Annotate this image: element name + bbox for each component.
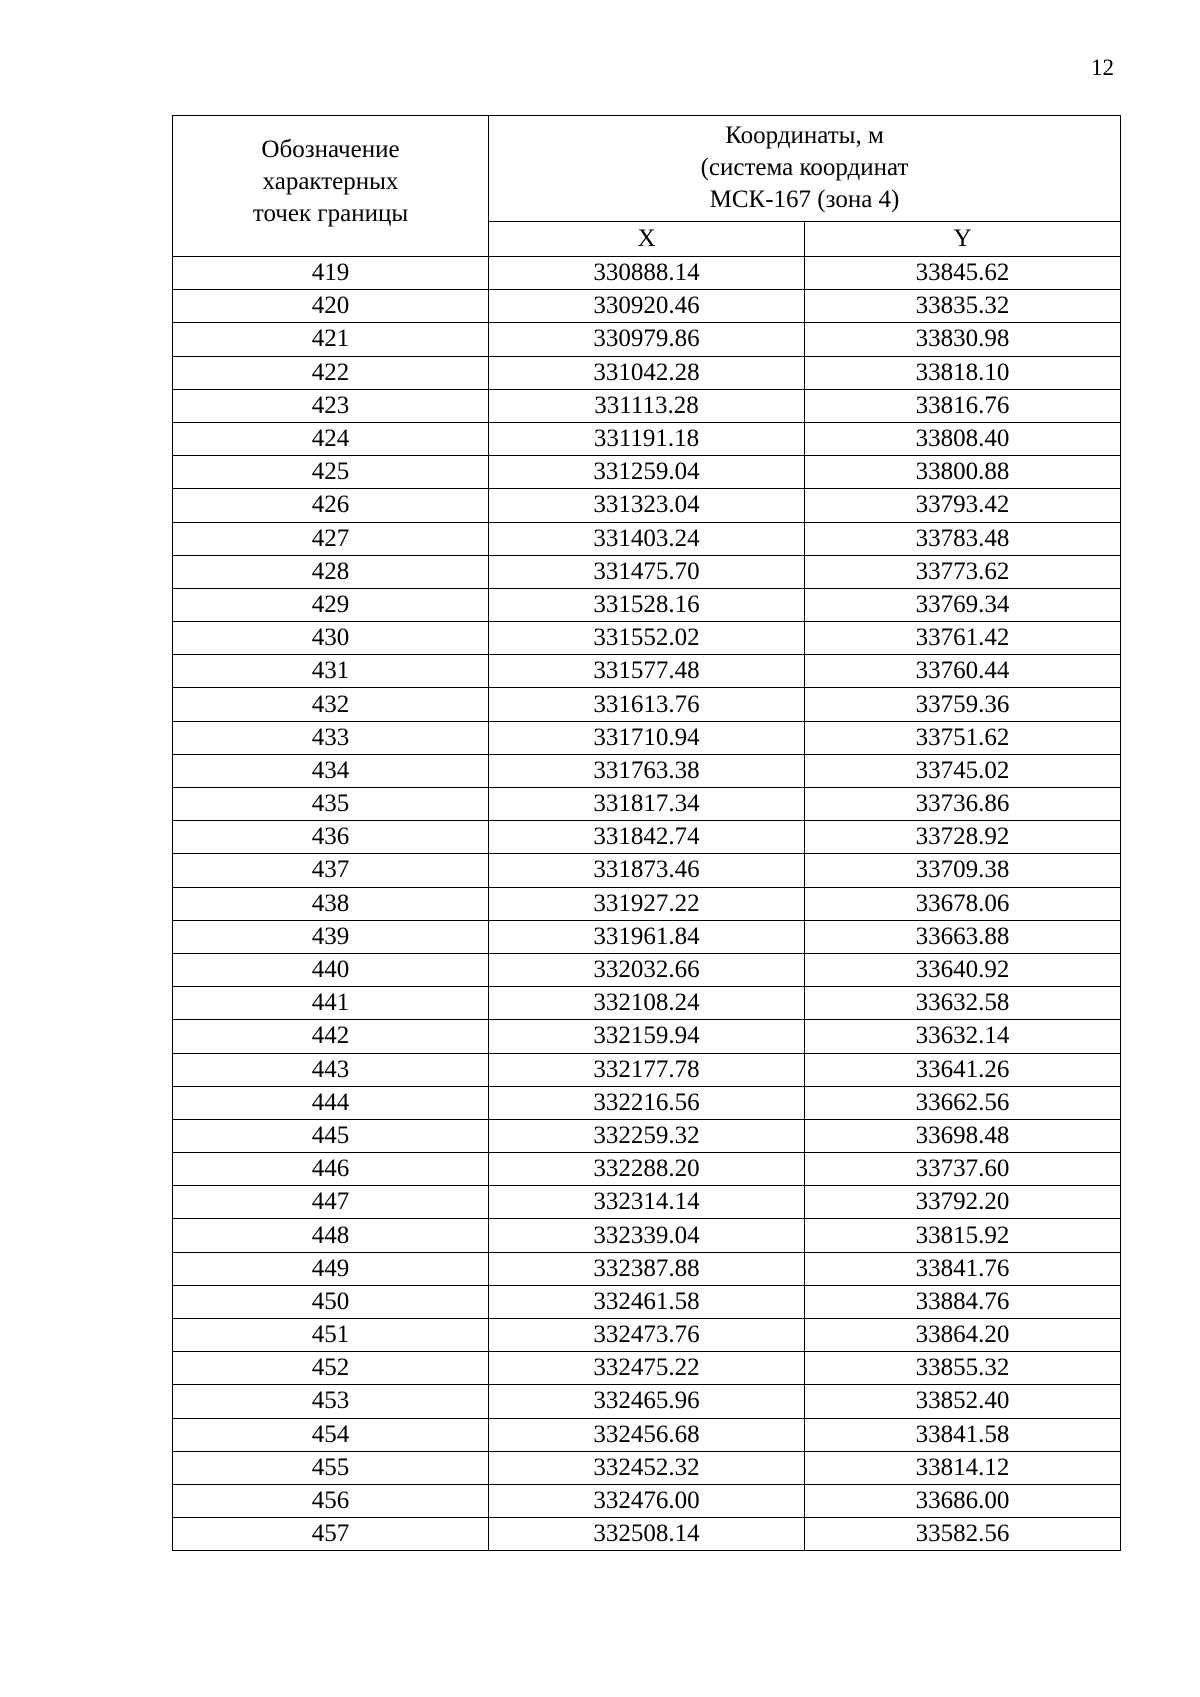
y-coordinate-cell: 33686.00: [805, 1484, 1121, 1517]
point-id-cell: 432: [173, 688, 489, 721]
point-id-cell: 420: [173, 290, 489, 323]
x-coordinate-cell: 331528.16: [489, 588, 805, 621]
y-coordinate-cell: 33864.20: [805, 1319, 1121, 1352]
point-id-cell: 436: [173, 821, 489, 854]
x-coordinate-cell: 331927.22: [489, 887, 805, 920]
x-coordinate-cell: 331710.94: [489, 721, 805, 754]
point-id-cell: 435: [173, 788, 489, 821]
point-id-cell: 430: [173, 622, 489, 655]
y-coordinate-cell: 33736.86: [805, 788, 1121, 821]
x-coordinate-cell: 332032.66: [489, 953, 805, 986]
table-row: [173, 622, 1121, 655]
point-id-cell: 446: [173, 1153, 489, 1186]
y-coordinate-cell: 33852.40: [805, 1385, 1121, 1418]
y-coordinate-cell: 33773.62: [805, 555, 1121, 588]
table-row: [173, 323, 1121, 356]
y-coordinate-cell: 33845.62: [805, 257, 1121, 290]
table-row: [173, 257, 1121, 290]
x-coordinate-cell: 331873.46: [489, 854, 805, 887]
table-row: [173, 356, 1121, 389]
point-id-cell: 448: [173, 1219, 489, 1252]
table-row: [173, 489, 1121, 522]
point-id-cell: 450: [173, 1285, 489, 1318]
x-coordinate-cell: 331191.18: [489, 422, 805, 455]
table-row: [173, 1252, 1121, 1285]
table-row: [173, 655, 1121, 688]
table-row: [173, 1119, 1121, 1152]
x-coordinate-cell: 332461.58: [489, 1285, 805, 1318]
x-coordinate-cell: 330979.86: [489, 323, 805, 356]
point-id-cell: 444: [173, 1086, 489, 1119]
y-coordinate-cell: 33728.92: [805, 821, 1121, 854]
y-coordinate-cell: 33830.98: [805, 323, 1121, 356]
table-row: [173, 522, 1121, 555]
x-coordinate-cell: 332216.56: [489, 1086, 805, 1119]
point-id-cell: 439: [173, 920, 489, 953]
y-coordinate-cell: 33769.34: [805, 588, 1121, 621]
x-coordinate-cell: 332314.14: [489, 1186, 805, 1219]
point-id-cell: 457: [173, 1518, 489, 1551]
y-coordinate-cell: 33663.88: [805, 920, 1121, 953]
y-coordinate-cell: 33698.48: [805, 1119, 1121, 1152]
table-row: [173, 588, 1121, 621]
point-id-cell: 455: [173, 1451, 489, 1484]
x-coordinate-cell: 331577.48: [489, 655, 805, 688]
table-row: [173, 1020, 1121, 1053]
table-row: [173, 1518, 1121, 1551]
y-coordinate-cell: 33792.20: [805, 1186, 1121, 1219]
point-id-cell: 423: [173, 389, 489, 422]
point-id-cell: 440: [173, 953, 489, 986]
header-coordinates: Координаты, м (система координат МСК-167 (зона 4): [489, 116, 1121, 222]
y-coordinate-cell: 33751.62: [805, 721, 1121, 754]
point-id-cell: 428: [173, 555, 489, 588]
x-coordinate-cell: 332259.32: [489, 1119, 805, 1152]
y-coordinate-cell: 33640.92: [805, 953, 1121, 986]
table-row: [173, 953, 1121, 986]
y-coordinate-cell: 33641.26: [805, 1053, 1121, 1086]
table-row: [173, 1352, 1121, 1385]
table-row: [173, 1385, 1121, 1418]
table-row: [173, 788, 1121, 821]
table-row: [173, 721, 1121, 754]
x-coordinate-cell: 331552.02: [489, 622, 805, 655]
point-id-cell: 447: [173, 1186, 489, 1219]
y-coordinate-cell: 33662.56: [805, 1086, 1121, 1119]
y-coordinate-cell: 33818.10: [805, 356, 1121, 389]
point-id-cell: 454: [173, 1418, 489, 1451]
x-coordinate-cell: 331842.74: [489, 821, 805, 854]
page-number: 12: [1091, 55, 1114, 80]
table-row: [173, 1053, 1121, 1086]
point-id-cell: 452: [173, 1352, 489, 1385]
table-row: [173, 555, 1121, 588]
table-row: [173, 987, 1121, 1020]
x-coordinate-cell: 332339.04: [489, 1219, 805, 1252]
table-row: [173, 887, 1121, 920]
y-coordinate-cell: 33737.60: [805, 1153, 1121, 1186]
table-row: [173, 1451, 1121, 1484]
x-coordinate-cell: 330920.46: [489, 290, 805, 323]
point-id-cell: 449: [173, 1252, 489, 1285]
table-row: [173, 1418, 1121, 1451]
point-id-cell: 437: [173, 854, 489, 887]
point-id-cell: 424: [173, 422, 489, 455]
y-coordinate-cell: 33855.32: [805, 1352, 1121, 1385]
table-row: [173, 1186, 1121, 1219]
x-coordinate-cell: 332476.00: [489, 1484, 805, 1517]
point-id-cell: 456: [173, 1484, 489, 1517]
y-coordinate-cell: 33884.76: [805, 1285, 1121, 1318]
y-coordinate-cell: 33759.36: [805, 688, 1121, 721]
y-coordinate-cell: 33815.92: [805, 1219, 1121, 1252]
x-coordinate-cell: 332508.14: [489, 1518, 805, 1551]
y-coordinate-cell: 33632.58: [805, 987, 1121, 1020]
point-id-cell: 421: [173, 323, 489, 356]
y-coordinate-cell: 33841.76: [805, 1252, 1121, 1285]
y-coordinate-cell: 33814.12: [805, 1451, 1121, 1484]
y-coordinate-cell: 33835.32: [805, 290, 1121, 323]
point-id-cell: 427: [173, 522, 489, 555]
table-row: [173, 389, 1121, 422]
x-coordinate-cell: 332387.88: [489, 1252, 805, 1285]
y-coordinate-cell: 33808.40: [805, 422, 1121, 455]
table-row: [173, 1319, 1121, 1352]
y-coordinate-cell: 33632.14: [805, 1020, 1121, 1053]
x-coordinate-cell: 331817.34: [489, 788, 805, 821]
table-row: [173, 854, 1121, 887]
point-id-cell: 429: [173, 588, 489, 621]
header-x: X: [489, 221, 805, 256]
table-header-row: [173, 116, 1121, 222]
table-row: [173, 688, 1121, 721]
y-coordinate-cell: 33783.48: [805, 522, 1121, 555]
point-id-cell: 445: [173, 1119, 489, 1152]
y-coordinate-cell: 33800.88: [805, 456, 1121, 489]
table-row: [173, 1086, 1121, 1119]
x-coordinate-cell: 331961.84: [489, 920, 805, 953]
x-coordinate-cell: 332465.96: [489, 1385, 805, 1418]
x-coordinate-cell: 332177.78: [489, 1053, 805, 1086]
y-coordinate-cell: 33761.42: [805, 622, 1121, 655]
point-id-cell: 431: [173, 655, 489, 688]
y-coordinate-cell: 33582.56: [805, 1518, 1121, 1551]
x-coordinate-cell: 331113.28: [489, 389, 805, 422]
table-row: [173, 1285, 1121, 1318]
y-coordinate-cell: 33760.44: [805, 655, 1121, 688]
x-coordinate-cell: 331259.04: [489, 456, 805, 489]
y-coordinate-cell: 33841.58: [805, 1418, 1121, 1451]
x-coordinate-cell: 332288.20: [489, 1153, 805, 1186]
y-coordinate-cell: 33816.76: [805, 389, 1121, 422]
x-coordinate-cell: 331042.28: [489, 356, 805, 389]
point-id-cell: 434: [173, 754, 489, 787]
x-coordinate-cell: 332475.22: [489, 1352, 805, 1385]
point-id-cell: 426: [173, 489, 489, 522]
table-row: [173, 754, 1121, 787]
header-designation: Обозначение характерных точек границы: [173, 116, 489, 257]
point-id-cell: 433: [173, 721, 489, 754]
table-row: [173, 1219, 1121, 1252]
x-coordinate-cell: 332456.68: [489, 1418, 805, 1451]
y-coordinate-cell: 33745.02: [805, 754, 1121, 787]
y-coordinate-cell: 33709.38: [805, 854, 1121, 887]
point-id-cell: 425: [173, 456, 489, 489]
header-y: Y: [805, 221, 1121, 256]
point-id-cell: 438: [173, 887, 489, 920]
point-id-cell: 453: [173, 1385, 489, 1418]
coordinates-table: [172, 115, 1121, 1551]
x-coordinate-cell: 332108.24: [489, 987, 805, 1020]
table-row: [173, 1484, 1121, 1517]
x-coordinate-cell: 331323.04: [489, 489, 805, 522]
point-id-cell: 419: [173, 257, 489, 290]
table-row: [173, 422, 1121, 455]
table-row: [173, 290, 1121, 323]
point-id-cell: 422: [173, 356, 489, 389]
y-coordinate-cell: 33793.42: [805, 489, 1121, 522]
x-coordinate-cell: 331403.24: [489, 522, 805, 555]
table-row: [173, 456, 1121, 489]
y-coordinate-cell: 33678.06: [805, 887, 1121, 920]
x-coordinate-cell: 331613.76: [489, 688, 805, 721]
x-coordinate-cell: 331763.38: [489, 754, 805, 787]
x-coordinate-cell: 331475.70: [489, 555, 805, 588]
table-row: [173, 821, 1121, 854]
table-row: [173, 920, 1121, 953]
x-coordinate-cell: 332452.32: [489, 1451, 805, 1484]
point-id-cell: 451: [173, 1319, 489, 1352]
x-coordinate-cell: 330888.14: [489, 257, 805, 290]
point-id-cell: 441: [173, 987, 489, 1020]
table-row: [173, 1153, 1121, 1186]
x-coordinate-cell: 332473.76: [489, 1319, 805, 1352]
table-body: [173, 257, 1121, 1551]
point-id-cell: 443: [173, 1053, 489, 1086]
point-id-cell: 442: [173, 1020, 489, 1053]
x-coordinate-cell: 332159.94: [489, 1020, 805, 1053]
